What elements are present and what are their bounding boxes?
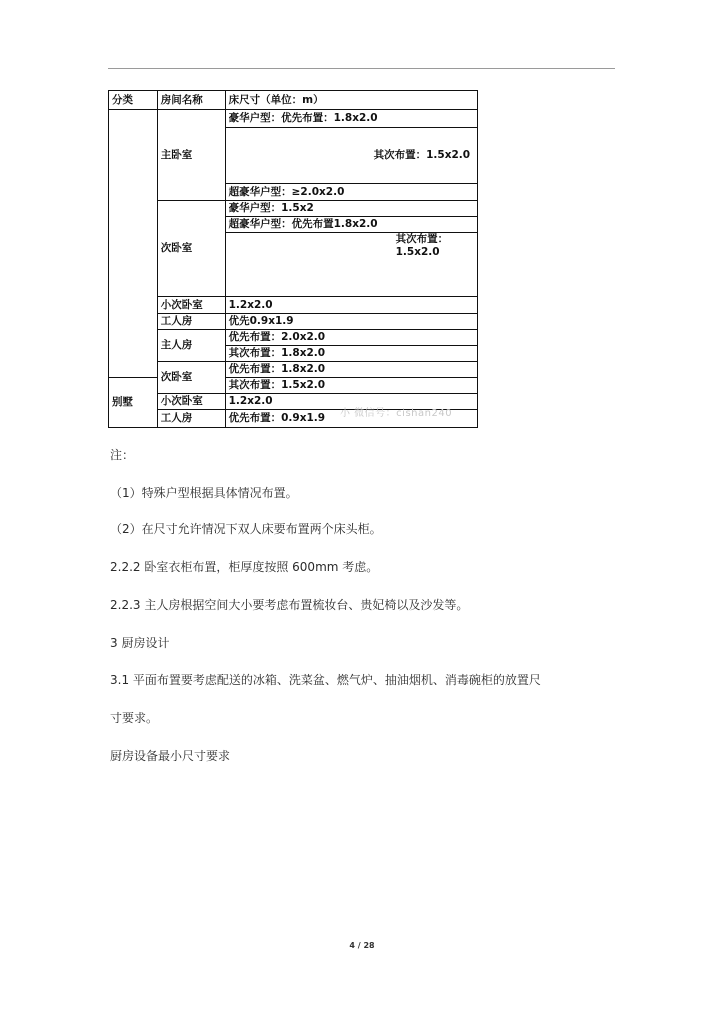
size-cell: 优先布置：0.9x1.9 — [225, 410, 477, 428]
table-row — [109, 330, 478, 346]
size-cell: 1.2x2.0 — [225, 394, 477, 410]
table-row — [109, 362, 478, 378]
size-cell: 优先布置：1.8x2.0 — [225, 362, 477, 378]
room-villa-worker: 工人房 — [157, 410, 225, 428]
table-row — [109, 314, 478, 330]
size-cell: 其次布置：1.5x2.0 — [225, 128, 477, 184]
category-cell-villa: 别墅 — [109, 378, 158, 428]
note-label: 注： — [110, 448, 135, 462]
section-2-2-2: 2.2.2 卧室衣柜布置，柜厚度按照 600mm 考虑。 — [110, 560, 379, 574]
note-item-1: （1）特殊户型根据具体情况布置。 — [110, 486, 298, 500]
size-cell: 其次布置：1.5x2.0 — [225, 378, 477, 394]
header-category: 分类 — [109, 91, 158, 110]
note-item-2: （2）在尺寸允许情况下双人床要布置两个床头柜。 — [110, 522, 382, 536]
bed-size-table — [108, 90, 478, 428]
room-master-bedroom: 主卧室 — [157, 110, 225, 201]
section-2-2-3: 2.2.3 主人房根据空间大小要考虑布置梳妆台、贵妃椅以及沙发等。 — [110, 598, 469, 612]
header-bed-size: 床尺寸（单位：m） — [225, 91, 477, 110]
kitchen-equipment-heading: 厨房设备最小尺寸要求 — [110, 749, 231, 763]
section-3-1-line2: 寸要求。 — [110, 711, 159, 725]
size-cell: 豪华户型：1.5x2 — [225, 201, 477, 217]
size-cell: 优先0.9x1.9 — [225, 314, 477, 330]
table-row — [109, 110, 478, 128]
size-cell: 1.2x2.0 — [225, 297, 477, 314]
room-small-bedroom: 小次卧室 — [157, 297, 225, 314]
watermark: 小 微信号：cishan240 — [340, 408, 453, 419]
room-worker: 工人房 — [157, 314, 225, 330]
table-row — [109, 201, 478, 217]
size-cell: 超豪华户型：≥2.0x2.0 — [225, 184, 477, 201]
header-room-name: 房间名称 — [157, 91, 225, 110]
size-cell: 超豪华户型：优先布置1.8x2.0 — [225, 217, 477, 233]
size-cell: 优先布置：2.0x2.0 — [225, 330, 477, 346]
section-3-1-line1: 3.1 平面布置要考虑配送的冰箱、洗菜盆、燃气炉、抽油烟机、消毒碗柜的放置尺 — [110, 673, 541, 687]
room-second-bedroom: 次卧室 — [157, 201, 225, 297]
section-3-heading: 3 厨房设计 — [110, 636, 170, 650]
size-cell: 其次布置：1.8x2.0 — [225, 346, 477, 362]
header-rule — [108, 68, 615, 69]
room-villa-master: 主人房 — [157, 330, 225, 362]
table-header-row — [109, 91, 478, 110]
size-cell: 其次布置：1.5x2.0 — [225, 233, 477, 297]
page-number: 4 / 28 — [349, 941, 375, 950]
room-villa-second: 次卧室 — [157, 362, 225, 394]
table-row — [109, 297, 478, 314]
room-villa-small: 小次卧室 — [157, 394, 225, 410]
category-cell-residence — [109, 110, 158, 378]
size-cell: 豪华户型：优先布置：1.8x2.0 — [225, 110, 477, 128]
